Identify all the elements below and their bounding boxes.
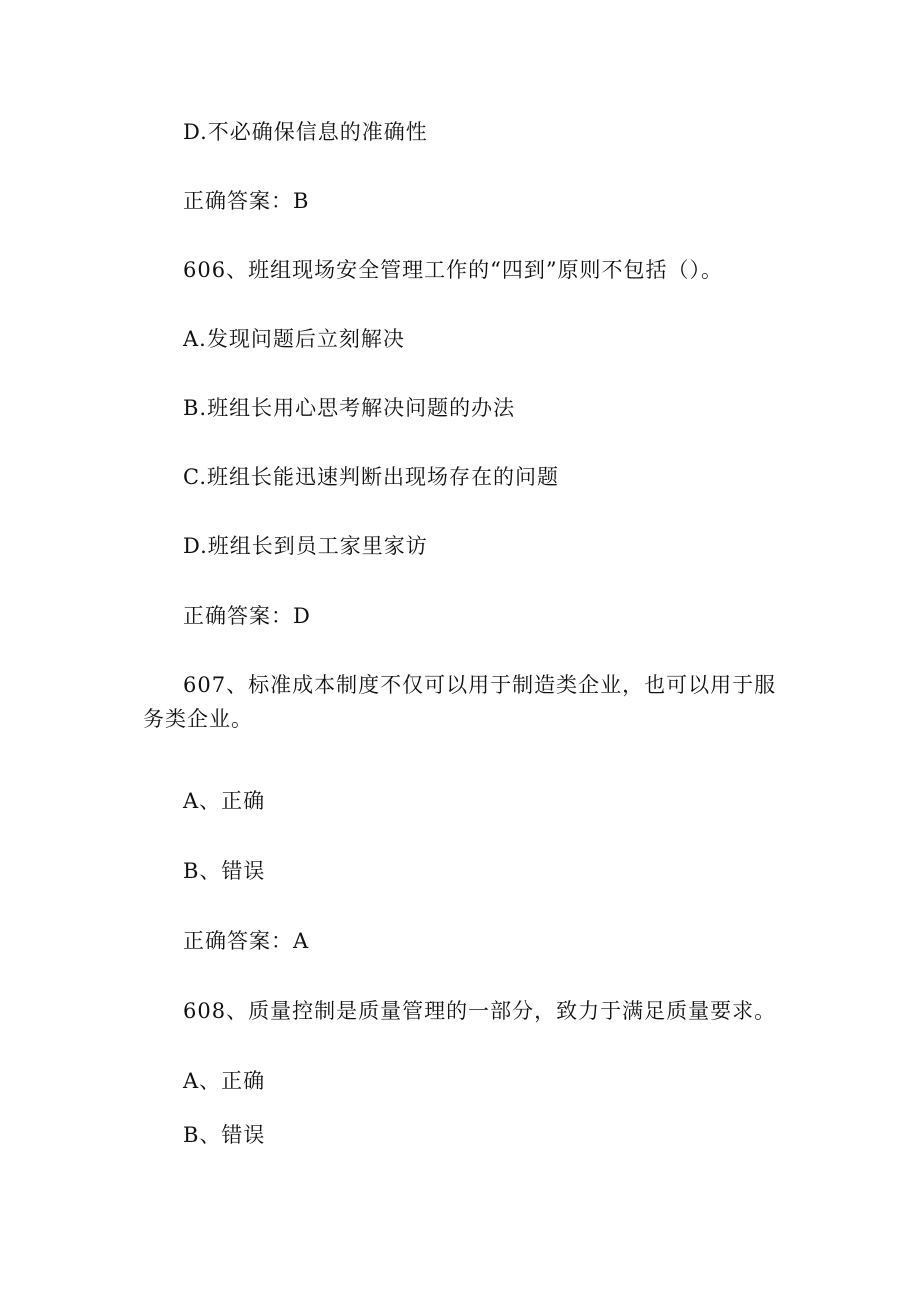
q606-option-c: C.班组长能迅速判断出现场存在的问题	[183, 465, 559, 489]
q605-option-d: D.不必确保信息的准确性	[183, 120, 428, 144]
q607-stem: 607、标准成本制度不仅可以用于制造类企业，也可以用于服务类企业。	[143, 673, 777, 731]
q607-option-b: B、错误	[183, 859, 266, 883]
q608-option-b: B、错误	[183, 1123, 266, 1147]
q608-option-a: A、正确	[183, 1069, 266, 1093]
q607-option-a: A、正确	[183, 789, 266, 813]
q607-answer: 正确答案：A	[183, 929, 310, 953]
q605-answer: 正确答案：B	[183, 189, 310, 213]
q608-stem: 608、质量控制是质量管理的一部分，致力于满足质量要求。	[183, 999, 777, 1023]
q606-option-a: A.发现问题后立刻解决	[183, 327, 405, 351]
q606-option-b: B.班组长用心思考解决问题的办法	[183, 396, 516, 420]
q606-answer: 正确答案：D	[183, 604, 311, 628]
q606-option-d: D.班组长到员工家里家访	[183, 534, 428, 558]
q606-stem: 606、班组现场安全管理工作的“四到”原则不包括（）。	[183, 258, 724, 282]
